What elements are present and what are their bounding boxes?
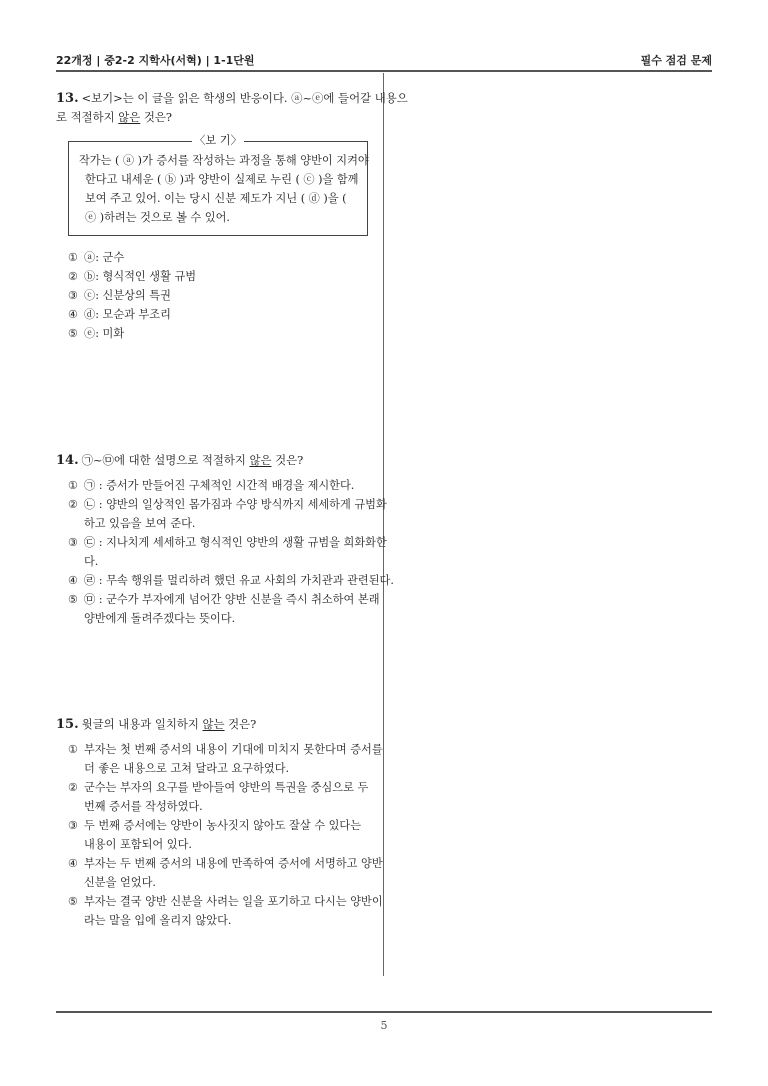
question-15-stem-pre: 윗글의 내용과 일치하지	[81, 717, 203, 731]
bogi-box	[68, 134, 369, 236]
option-2-line2: 번째 증서를 작성하였다.	[84, 800, 203, 813]
option-4-mark: ④	[68, 308, 79, 321]
bogi-line-2: 한다고 내세운 ( ⓑ )과 양반이 실제로 누린 ( ⓒ )을 함께	[85, 173, 359, 186]
option-1-mark: ①	[68, 251, 79, 264]
question-13-stem	[56, 89, 408, 108]
column-divider	[383, 73, 384, 976]
option-3-text: ⓒ: 신분상의 특권	[84, 289, 171, 302]
option-1-line2: 더 좋은 내용으로 고쳐 달라고 요구하였다.	[84, 762, 290, 775]
option-3-line1: ㉢ : 지나치게 세세하고 형식적인 양반의 생활 규범을 희화화한	[84, 536, 387, 549]
footer-divider	[56, 1011, 712, 1013]
question-13-options	[68, 248, 372, 343]
option-2[interactable]	[68, 267, 372, 286]
option-2[interactable]	[68, 778, 372, 816]
bogi-title	[69, 133, 367, 149]
question-15-stem	[56, 715, 372, 734]
page-number: 5	[380, 1019, 388, 1032]
option-1-mark: ①	[68, 479, 79, 492]
header-course-info: 22개정 | 중2-2 지학사(서혁) | 1-1단원	[56, 54, 255, 67]
option-2-line1: 군수는 부자의 요구를 받아들여 양반의 특권을 중심으로 두	[84, 781, 369, 794]
option-5-mark: ⑤	[68, 327, 79, 340]
header-divider	[56, 70, 712, 72]
question-15-stem-underlined: 않는	[202, 717, 225, 731]
bogi-line-1: 작가는 ( ⓐ )가 증서를 작성하는 과정을 통해 양반이 지켜야	[79, 154, 369, 167]
question-15-options	[68, 740, 383, 930]
bogi-title-text: 〈보 기〉	[194, 134, 242, 147]
option-5-line1: 부자는 결국 양반 신분을 사려는 일을 포기하고 다시는 양반이	[84, 895, 383, 908]
option-4[interactable]	[68, 571, 394, 590]
option-3[interactable]	[68, 816, 372, 854]
question-15-number: 15.	[56, 717, 79, 732]
option-3-mark: ③	[68, 819, 79, 832]
option-4-text: ⓓ: 모순과 부조리	[84, 308, 171, 321]
question-13	[56, 89, 408, 343]
option-4-line1: 부자는 두 번째 증서의 내용에 만족하여 증서에 서명하고 양반	[84, 857, 383, 870]
bogi-line-4: ⓔ )하려는 것으로 볼 수 있어.	[85, 211, 230, 224]
option-2-line2: 하고 있음을 보여 준다.	[84, 517, 196, 530]
question-13-stem-line1: <보기>는 이 글을 읽은 학생의 반응이다. ⓐ~ⓔ에 들어갈 내용으	[81, 91, 408, 105]
option-2-line1: ㉡ : 양반의 일상적인 몸가짐과 수양 방식까지 세세하게 규범화	[84, 498, 387, 511]
question-14-stem-post: 것은?	[271, 453, 304, 467]
option-3-mark: ③	[68, 289, 79, 302]
option-3-line2: 내용이 포함되어 있다.	[84, 838, 192, 851]
option-1-text: ⓐ: 군수	[84, 251, 125, 264]
option-1-line1: ㉠ : 증서가 만들어진 구체적인 시간적 배경을 제시한다.	[84, 479, 355, 492]
question-14-stem	[56, 451, 372, 470]
option-5-text: ⓔ: 미화	[84, 327, 125, 340]
option-5[interactable]	[68, 324, 372, 343]
option-1[interactable]	[68, 248, 372, 267]
question-14-stem-pre: ㉠~㉤에 대한 설명으로 적절하지	[81, 453, 250, 467]
option-5-line2: 양반에게 돌려주겠다는 뜻이다.	[84, 612, 236, 625]
option-3-line2: 다.	[84, 555, 99, 568]
option-4-line1: ㉣ : 무속 행위를 멀리하려 했던 유교 사회의 가치관과 관련된다.	[84, 574, 394, 587]
option-1[interactable]	[68, 476, 372, 495]
question-13-stem-line2	[56, 108, 372, 127]
option-4-line2: 신분을 얻었다.	[84, 876, 156, 889]
option-5-line1: ㉤ : 군수가 부자에게 넘어간 양반 신분을 즉시 취소하여 본래	[84, 593, 380, 606]
option-2-mark: ②	[68, 781, 79, 794]
option-5[interactable]	[68, 590, 380, 628]
option-4-mark: ④	[68, 574, 79, 587]
question-14-number: 14.	[56, 453, 79, 468]
option-2[interactable]	[68, 495, 387, 533]
option-3[interactable]	[68, 286, 372, 305]
question-14-options	[68, 476, 394, 628]
option-5[interactable]	[68, 892, 383, 930]
question-13-number: 13.	[56, 91, 79, 106]
option-3-line1: 두 번째 증서에는 양반이 농사짓지 않아도 잘살 수 있다는	[84, 819, 362, 832]
option-4[interactable]	[68, 305, 372, 324]
question-14-stem-underlined: 않은	[249, 453, 272, 467]
question-13-stem-post: 것은?	[140, 110, 173, 124]
option-1[interactable]	[68, 740, 383, 778]
option-4[interactable]	[68, 854, 383, 892]
question-14	[56, 451, 394, 628]
option-3[interactable]	[68, 533, 387, 571]
header-section-title: 필수 점검 문제	[640, 54, 712, 67]
option-2-mark: ②	[68, 270, 79, 283]
question-13-stem-underlined: 않은	[118, 110, 141, 124]
option-2-mark: ②	[68, 498, 79, 511]
option-5-mark: ⑤	[68, 895, 79, 908]
option-4-mark: ④	[68, 857, 79, 870]
question-13-stem-pre: 로 적절하지	[56, 110, 119, 124]
bogi-line-3: 보여 주고 있어. 이는 당시 신분 제도가 지닌 ( ⓓ )을 (	[85, 192, 347, 205]
option-1-line1: 부자는 첫 번째 증서의 내용이 기대에 미치지 못한다며 증서를	[84, 743, 383, 756]
option-3-mark: ③	[68, 536, 79, 549]
option-2-text: ⓑ: 형식적인 생활 규범	[84, 270, 197, 283]
option-5-line2: 라는 말을 입에 올리지 않았다.	[84, 914, 232, 927]
option-1-mark: ①	[68, 743, 79, 756]
question-15	[56, 715, 383, 930]
question-15-stem-post: 것은?	[224, 717, 257, 731]
option-5-mark: ⑤	[68, 593, 79, 606]
